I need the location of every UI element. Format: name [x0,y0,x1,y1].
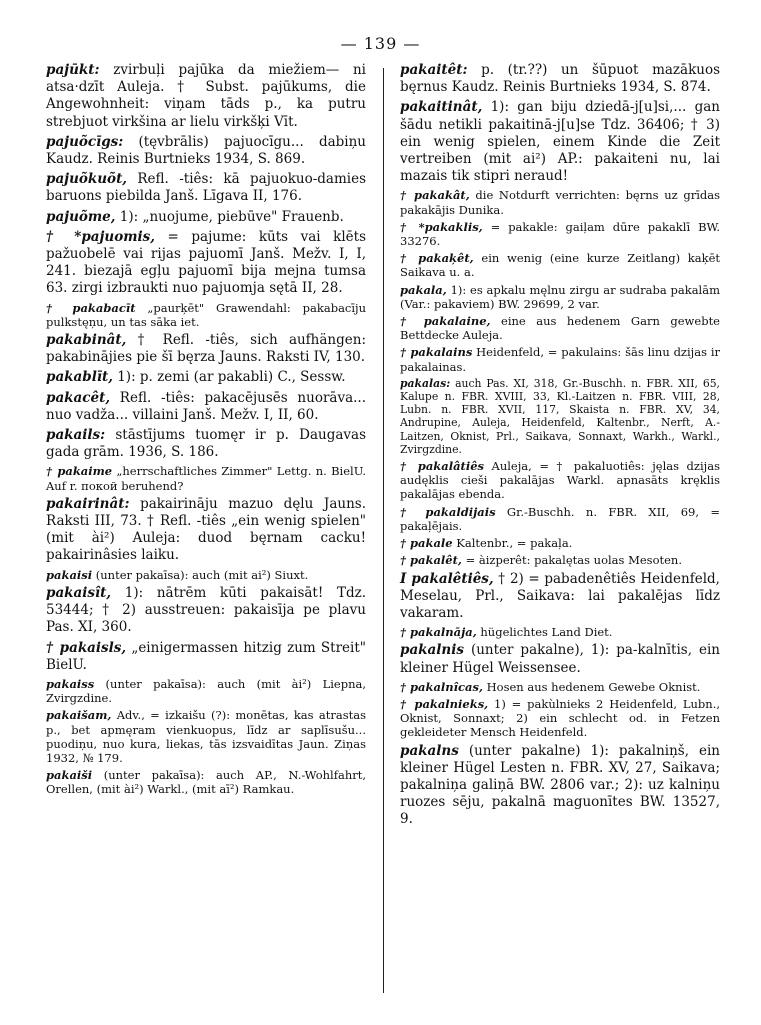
entry-0: pajūkt: zvirbuļi pajūka da miežiem— ni atsa·dzīt Auleja. † Subst. pajūkums, die Angewohnheit: viņam tāds p., ka putru strebjuot virkšina ar lielu virkšķi Vīt. [46,62,366,130]
entry-17: pakaiši (unter pakaīsa): auch AP., N.-Wohlfahrt, Orellen, (mit ài²) Warkl., (mit aī²) Ramkau. [46,768,366,797]
entry-4: † *pajuomis, = pajume: kūts vai klēts pažuobelē vai rijas pajuomī Janš. Mežv. I, I, 241. biezajā egļu pajuomī bija mejna tumsa 63. zirgi izbraukti nuo pajuomja sętā II, 28. [46,228,366,297]
entry-16: pakaišam, Adv., = izkaišu (?): monētas, kas atrastas p., bet apmęram vienkuopus, līdz ar saplīsušu... puodiņu, nuo kura, liekas, tās izsvaidītas Jaun. Ziņas 1932, № 179. [46,708,366,765]
entry-9: pakails: stāstījums tuomęr ir p. Daugavas gada grām. 1936, S. 186. [46,427,367,461]
entry-11: pakairinât: pakairināju mazuo dęlu Jauns. Raksti III, 73. † Refl. -tiês „ein wenig spielen" (mit ài²) Auleja: duod bęrnam cacku! pakairinâsies laiku. [46,495,366,564]
entry-11: † pakale Kaltenbr., = pakaļa. [400,536,573,551]
entry-4: † pakaķêt, ein wenig (eine kurze Zeitlang) kaķēt Saikava u. a. [400,251,721,280]
entry-10: † pakaldijais Gr.-Buschh. n. FBR. XII, 69, = pakaļējais. [400,504,720,533]
entry-16: † pakalnîcas, Hosen aus hedenem Gewebe Oknist. [400,679,701,694]
entry-3: † *pakaklis, = pakakle: gaiļam dūre pakaklī BW. 33276. [400,219,720,249]
entry-5: pakala, 1): es apkalu męlnu zirgu ar sudraba pakalām (Var.: pakaviem) BW. 29699, 2 var. [400,282,720,311]
entry-8: pakacêt, Refl. -tiês: pakacējusēs nuorāva... nuo vadža... villaini Janš. Mežv. I, II, 60. [46,389,367,423]
entry-12: pakaisi (unter pakaīsa): auch (mit ai²) Siuxt. [46,567,309,582]
page-number: — 139 — [340,34,421,53]
column-divider [383,68,384,993]
entry-8: pakalas: auch Pas. XI, 318, Gr.-Buschh. n. FBR. XII, 65, Kalupe n. FBR. XVIII, 33, Kl.-Laitzen n. FBR. VIII, 28, Lubn. n. FBR. XVII, 117, Skaista n. FBR. XV, 34, Andrupine, Auleja, Heidenfeld, Kaltenbr., Nerft, A.-Laitzen, Oknist, Prl., Saikava, Sonnaxt, Warkh., Warkl., Zvirgzdine. [400,376,720,456]
entry-3: pajuõme, 1): „nuojume, piebūve" Frauenb. [46,208,344,225]
entry-9: † pakalâtiês Auleja, = † pakaluotiês: jęlas dzijas audęklis cieši pakalājas Warkl. apnasāts kręklis pakalājas ebenda. [400,459,720,502]
entry-6: pakabinât, † Refl. -tiês, sich aufhängen: pakabinājies pie šī bęrza Jauns. Raksti IV, 130. [46,332,366,366]
entry-1: pajuõcīgs: (tęvbrālis) pajuocīgu... dabiņu Kaudz. Reinis Burtnieks 1934, S. 869. [46,133,366,168]
entry-14: † pakaisls, „einigermassen hitzig zum Streit" BielU. [46,639,366,673]
entry-13: I pakalêtiês, † 2) = pabadenêtiês Heidenfeld, Meselau, Prl., Saikava: lai pakalējas līdz vakaram. [400,570,720,621]
entry-7: † pakalains Heidenfeld, = pakulains: šās linu dzijas ir pakalainas. [400,345,720,374]
entry-1: pakaitinât, 1): gan biju dziedā-j[u]si,... gan šādu netikli pakaitinā-j[u]se Tdz. 36406; † 3) ein wenig spielen, einem Kinde die Zeit vertreiben (mit ai²) AP.: pakaiteni nu, lai mazais tik stipri neraud! [400,99,720,185]
entry-17: † pakalnieks, 1) = pakùlnieks 2 Heidenfeld, Lubn., Oknist, Sonnaxt; 2) ein schlecht od. in Fetzen gekleideter Mensch Heidenfeld. [400,696,721,740]
entry-2: † pakakât, die Notdurft verrichten: bęrns uz grīdas pakakājis Dunika. [400,188,721,217]
entry-14: † pakalnāja, hügelichtes Land Diet. [400,625,613,640]
entry-7: pakablīt, 1): p. zemi (ar pakabli) C., Sessw. [46,369,346,386]
right-column [400,62,720,832]
entry-6: † pakalaine, eine aus hedenem Garn gewebte Bettdecke Auleja. [400,314,720,343]
left-column [46,62,366,800]
entry-13: pakaisît, 1): nātrēm kūti pakaisāt! Tdz. 53444; † 2) ausstreuen: pakaisīja pe plavu Pas. XI, 360. [46,584,366,636]
entry-10: † pakaime „herrschaftliches Zimmer" Lettg. n. BielU. Auf r. покой beruhend? [46,464,366,493]
entry-15: pakaiss (unter pakaīsa): auch (mit ài²) Liepna, Zvirgzdine. [46,676,366,706]
entry-12: † pakalêt, = àizperêt: pakalętas uolas Mesoten. [400,553,682,568]
entry-18: pakalns (unter pakalne) 1): pakalniņš, ein kleiner Hügel Lesten n. FBR. XV, 27, Saikava; pakalniņa galiņā BW. 2806 var.; 2): uz kalniņu ruozes sēju, pakalnā maguonītes BW. 13527, 9. [400,742,720,828]
entry-5: † pakabacīt „paurķēt" Grawendahl: pakabacīju pulkstęņu, un tas sāka iet. [46,300,367,329]
entry-0: pakaitêt: p. (tr.??) un šūpuot mazākuos bęrnus Kaudz. Reinis Burtnieks 1934, S. 874. [400,62,721,96]
entry-2: pajuõkuõt, Refl. -tiês: kā pajuokuo-damies baruons piebilda Janš. Līgava II, 176. [46,171,366,205]
entry-15: pakalnis (unter pakalne), 1): pa-kalnītis, ein kleiner Hügel Weissensee. [400,642,720,676]
